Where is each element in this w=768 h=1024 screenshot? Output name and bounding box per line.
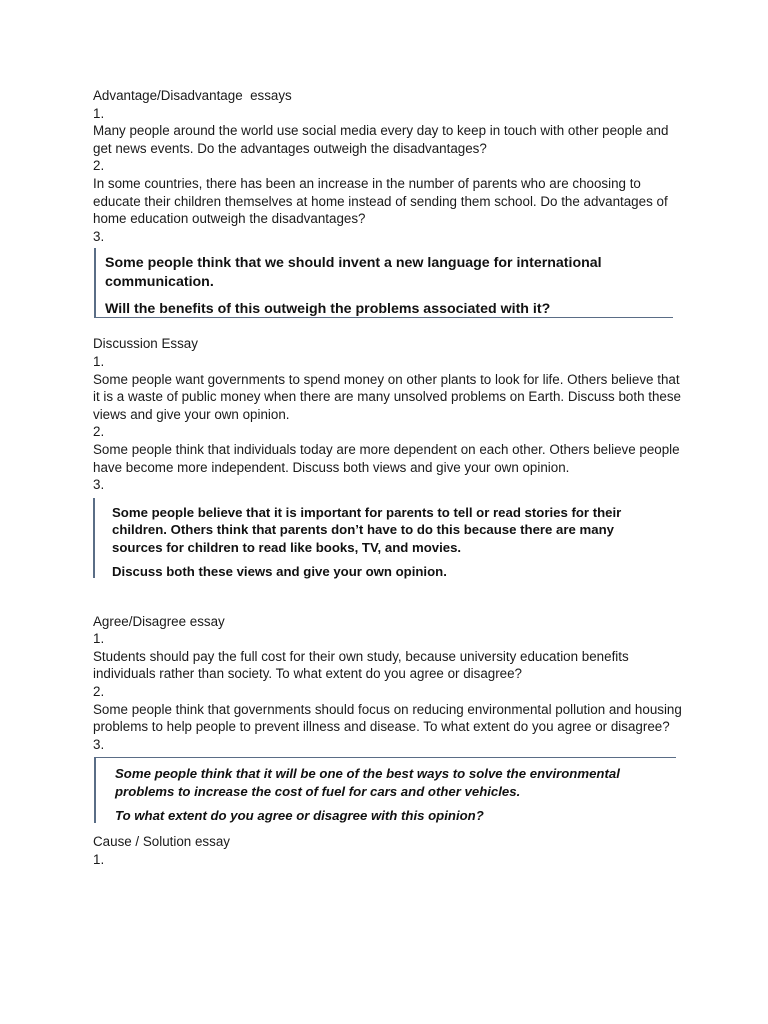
section-heading: Discussion Essay xyxy=(93,336,198,352)
question-text: Some people want governments to spend money on other plants to look for life. Others believe that it is a waste of public money when there are many unsolved problems on Earth. Discuss both these views and give your own opinion. xyxy=(93,371,682,422)
item-number: 3. xyxy=(93,228,105,244)
spacer xyxy=(93,318,683,335)
box-prompt: Some people think that it will be one of the best ways to solve the environmental problems to increase the cost of fuel for cars and other vehicles. xyxy=(115,766,620,799)
discussion-section xyxy=(93,335,683,577)
question-box xyxy=(93,498,668,578)
question-text: Some people think that individuals today are more dependent on each other. Others believe people have become more independent. Discuss both views and give your own opinion. xyxy=(93,441,680,475)
agree-disagree-section xyxy=(93,613,683,824)
section-heading: Cause / Solution essay xyxy=(93,834,230,850)
section-heading: Advantage/Disadvantage essays xyxy=(93,88,292,103)
question-text: Many people around the world use social media every day to keep in touch with other people and get news events. Do the advantages outweigh the disadvantages? xyxy=(93,123,669,156)
question-box xyxy=(94,757,676,823)
question-text: In some countries, there has been an increase in the number of parents who are choosing to educate their children themselves at home instead of sending them school. Do the advantages of home education outweigh the disadvantages? xyxy=(93,175,668,227)
item-number: 1. xyxy=(93,631,105,647)
question-box xyxy=(94,248,673,318)
box-instruction: Discuss both these views and give your own opinion. xyxy=(112,563,447,579)
cause-solution-section xyxy=(93,833,683,868)
item-number: 3. xyxy=(93,477,105,493)
document-page xyxy=(93,87,683,869)
box-prompt: Some people believe that it is important for parents to tell or read stories for their children. Others think that parents don’t have to do this because there are many sources for children to read like books, TV, and movies. xyxy=(112,504,622,555)
box-prompt: Some people think that we should invent a new language for international communication. xyxy=(105,255,602,291)
spacer xyxy=(93,823,683,833)
item-number: 1. xyxy=(93,105,105,121)
item-number: 1. xyxy=(93,353,105,369)
item-number: 2. xyxy=(93,424,105,440)
item-number: 2. xyxy=(93,158,105,174)
question-text: Some people think that governments should focus on reducing environmental pollution and housing problems to help people to prevent illness and disease. To what extent do you agree or disagree? xyxy=(93,701,682,735)
advantage-disadvantage-section xyxy=(93,87,683,318)
item-number: 1. xyxy=(93,852,105,868)
section-heading: Agree/Disagree essay xyxy=(93,613,225,629)
box-instruction: To what extent do you agree or disagree with this opinion? xyxy=(115,808,484,824)
box-instruction: Will the benefits of this outweigh the problems associated with it? xyxy=(105,301,551,318)
item-number: 2. xyxy=(93,684,105,700)
spacer xyxy=(93,578,683,613)
question-text: Students should pay the full cost for their own study, because university education benefits individuals rather than society. To what extent do you agree or disagree? xyxy=(93,648,629,682)
item-number: 3. xyxy=(93,736,105,752)
